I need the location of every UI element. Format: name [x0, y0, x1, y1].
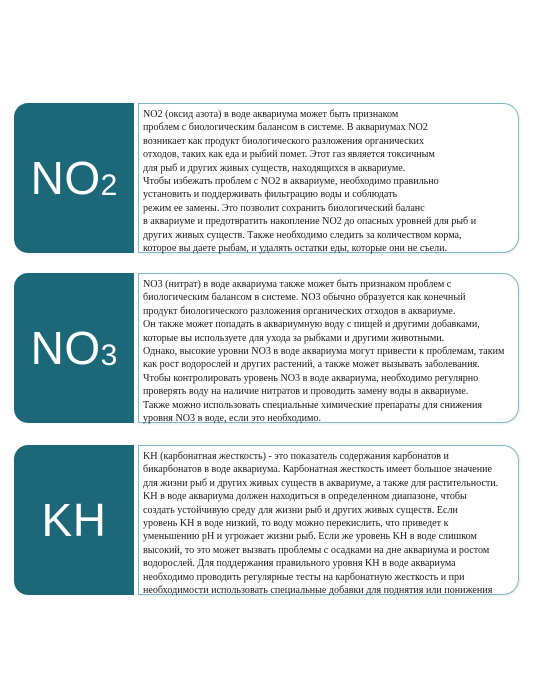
no3-subscript: 3 — [100, 339, 118, 372]
kh-description-box — [138, 445, 519, 595]
card-no3 — [14, 273, 519, 423]
no3-label: NO — [30, 322, 101, 374]
card-kh — [14, 445, 519, 595]
kh-tile — [14, 445, 134, 595]
no2-tile — [14, 103, 134, 253]
no2-label: NO — [30, 152, 101, 204]
card-no2 — [14, 103, 519, 253]
kh-label: KH — [41, 494, 107, 546]
no2-description-box — [138, 103, 519, 253]
no3-tile — [14, 273, 134, 423]
no2-description: NO2 (оксид азота) в воде аквариума может быть признаком проблем с биологическим балансом в системе. В аквариумах NO2 возникает как продукт биологического разложения органических отходов, таких как еда и рыбий помет. Этот газ является токсичным для рыб и других живых существ, находящихся в аквариуме. Чтобы избежать проблем с NO2 в аквариуме, необходимо правильно установить и поддерживать фильтрацию воды и соблюдать режим ее замены. Это позволит сохранить биологический баланс в аквариуме и предотвратить накопление NO2 до опасных уровней для рыб и других живых существ. Также необходимо следить за количеством корма, которое вы даете рыбам, и удалять остатки еды, которые они не съели. — [143, 109, 477, 255]
kh-description: KH (карбонатная жесткость) - это показатель содержания карбонатов и бикарбонатов в воде аквариума. Карбонатная жесткость имеет большое значение для жизни рыб и других живых существ в аквариуме, а также для растительности. KH в воде аквариума должен находиться в определенном диапазоне, чтобы создать устойчивую среду для жизни рыб и других живых существ. Если уровень KH в воде низкий, то воду можно перекислить, что приведет к уменьшению pH и угрожает жизни рыб. Если же уровень KH в воде слишком высокий, то это может вызвать проблемы с осадками на дне аквариума и ростом водорослей. Для поддержания правильного уровня KH в воде аквариума необходимо проводить регулярные тесты на карбонатную жесткость и при необходимости использовать специальные добавки для поднятия или понижения — [143, 451, 499, 597]
no3-description: NO3 (нитрат) в воде аквариума также может быть признаком проблем с биологическим балансом в системе. NO3 обычно образуется как конечный продукт биологического разложения органических отходов в аквариуме. Он также может попадать в аквариумную воду с пищей и другими добавками, которые вы используете для ухода за рыбками и другими животными. Однако, высокие уровни NO3 в воде аквариума могут привести к проблемам, таким как рост водорослей и других растений, а также может вызывать заболевания. Чтобы контролировать уровень NO3 в воде аквариума, необходимо регулярно проверять воду на наличие нитратов и проводить замену воды в аквариуме. Также можно использовать специальные химические препараты для снижения уровня NO3 в воде, если это необходимо. — [143, 279, 505, 425]
no2-subscript: 2 — [100, 169, 118, 202]
no3-description-box — [138, 273, 519, 423]
